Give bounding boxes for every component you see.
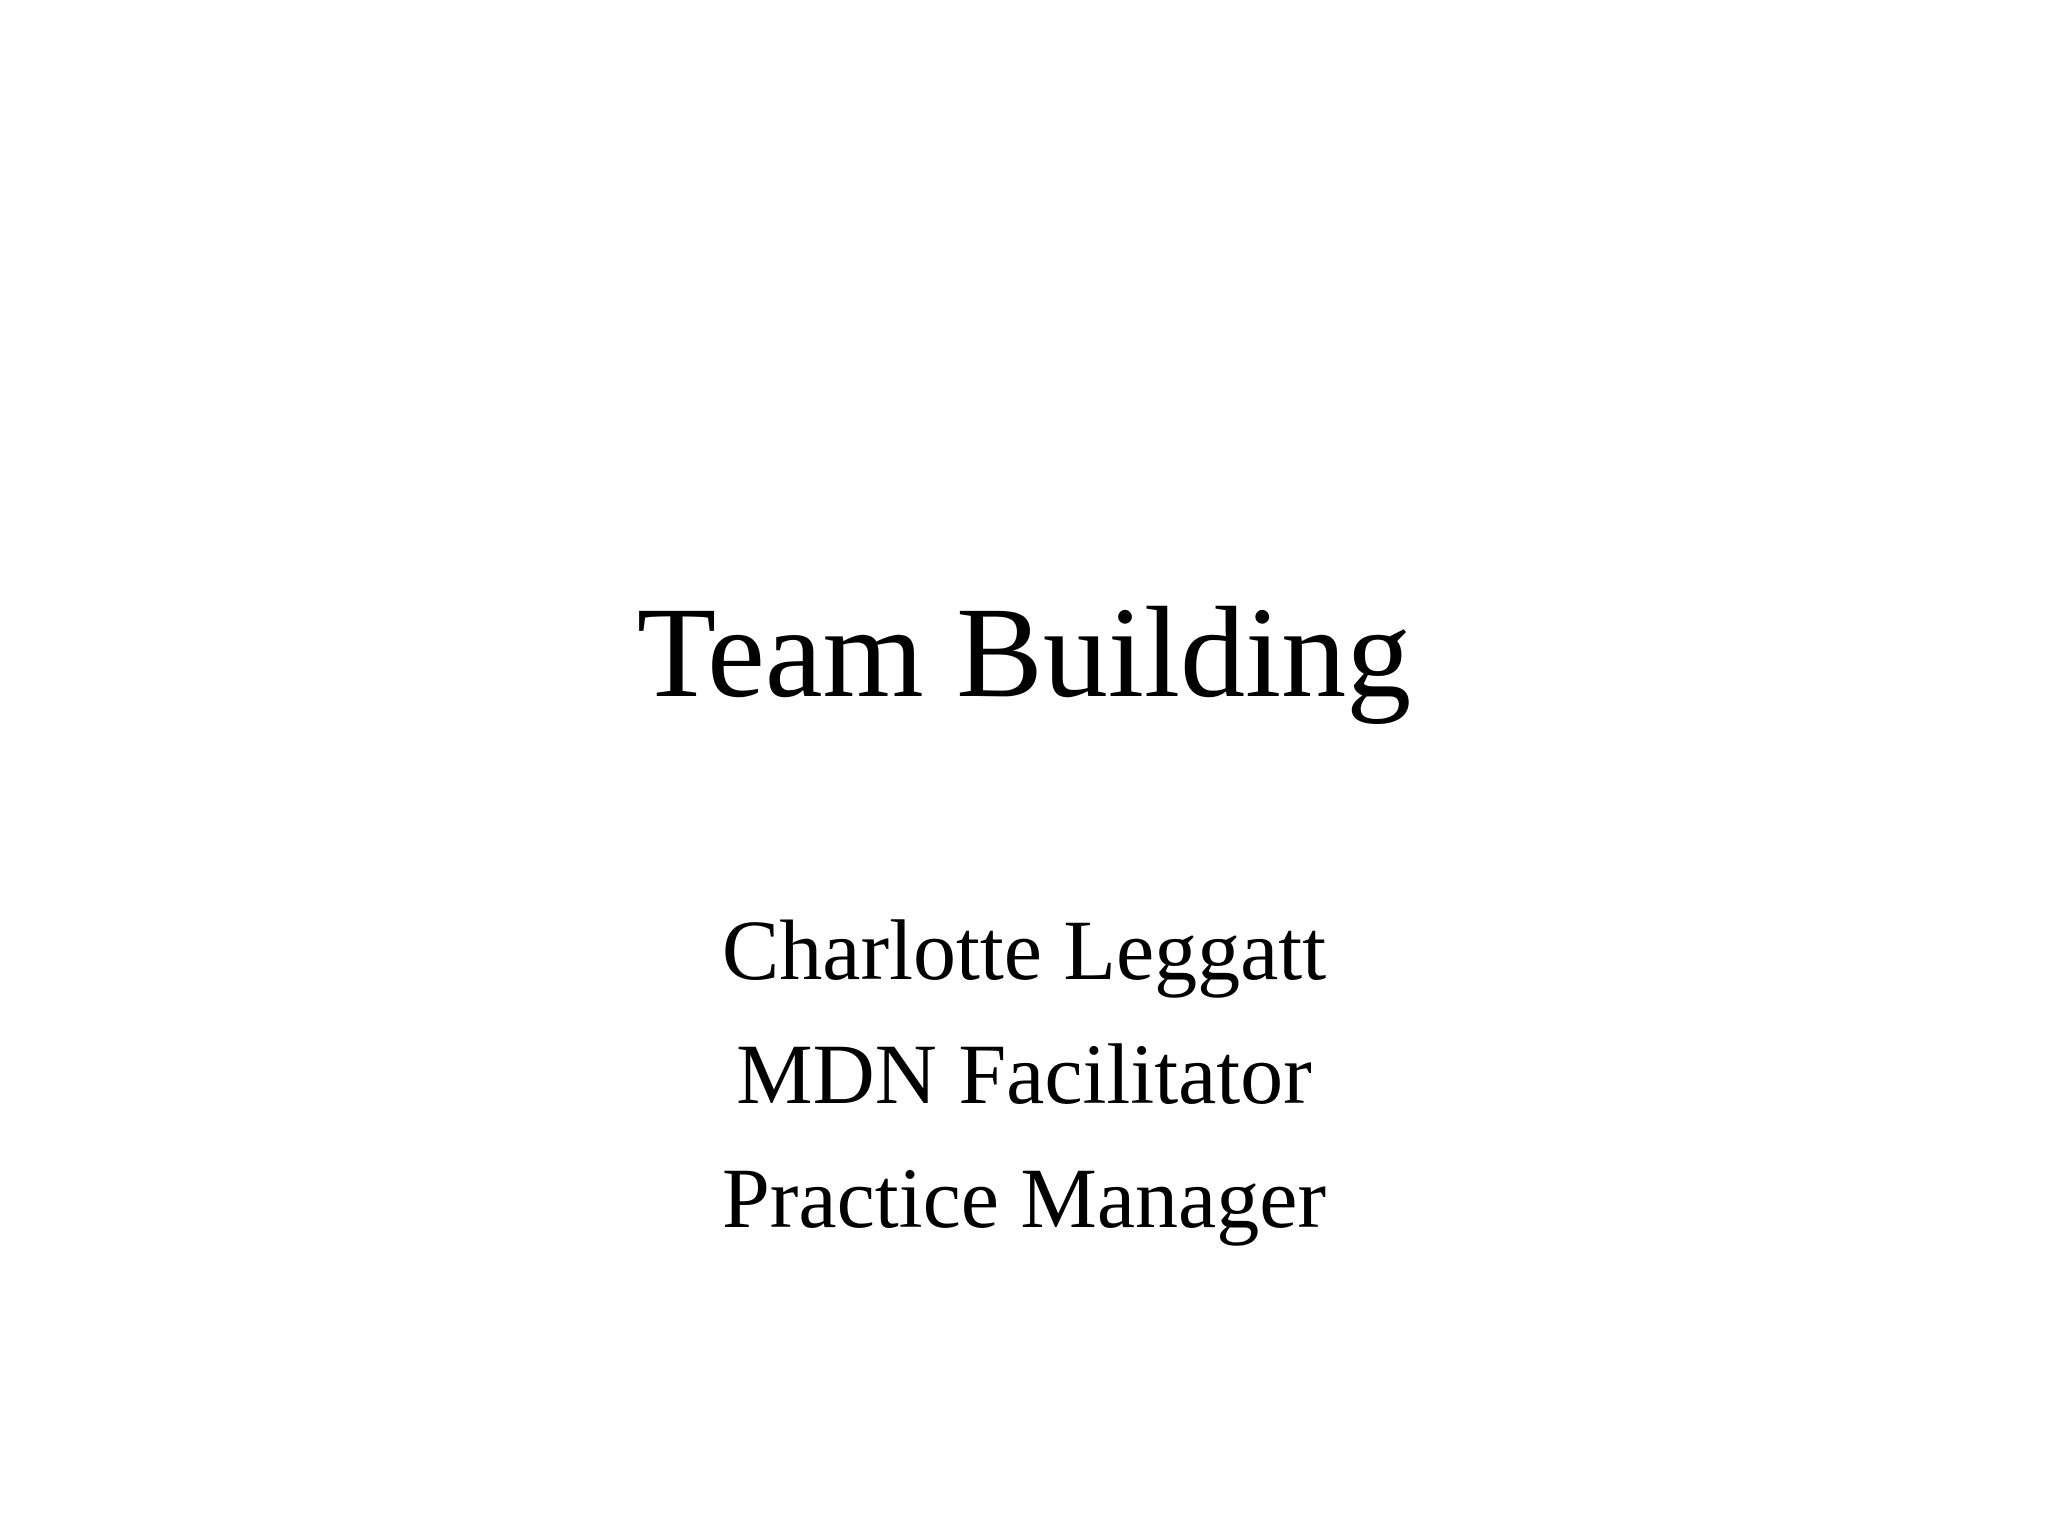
presenter-position: Practice Manager <box>721 1150 1327 1246</box>
presenter-role: MDN Facilitator <box>736 1026 1312 1122</box>
slide-subtitle <box>0 888 2048 1260</box>
presenter-name: Charlotte Leggatt <box>721 902 1327 998</box>
slide-title: Team Building <box>636 581 1412 725</box>
